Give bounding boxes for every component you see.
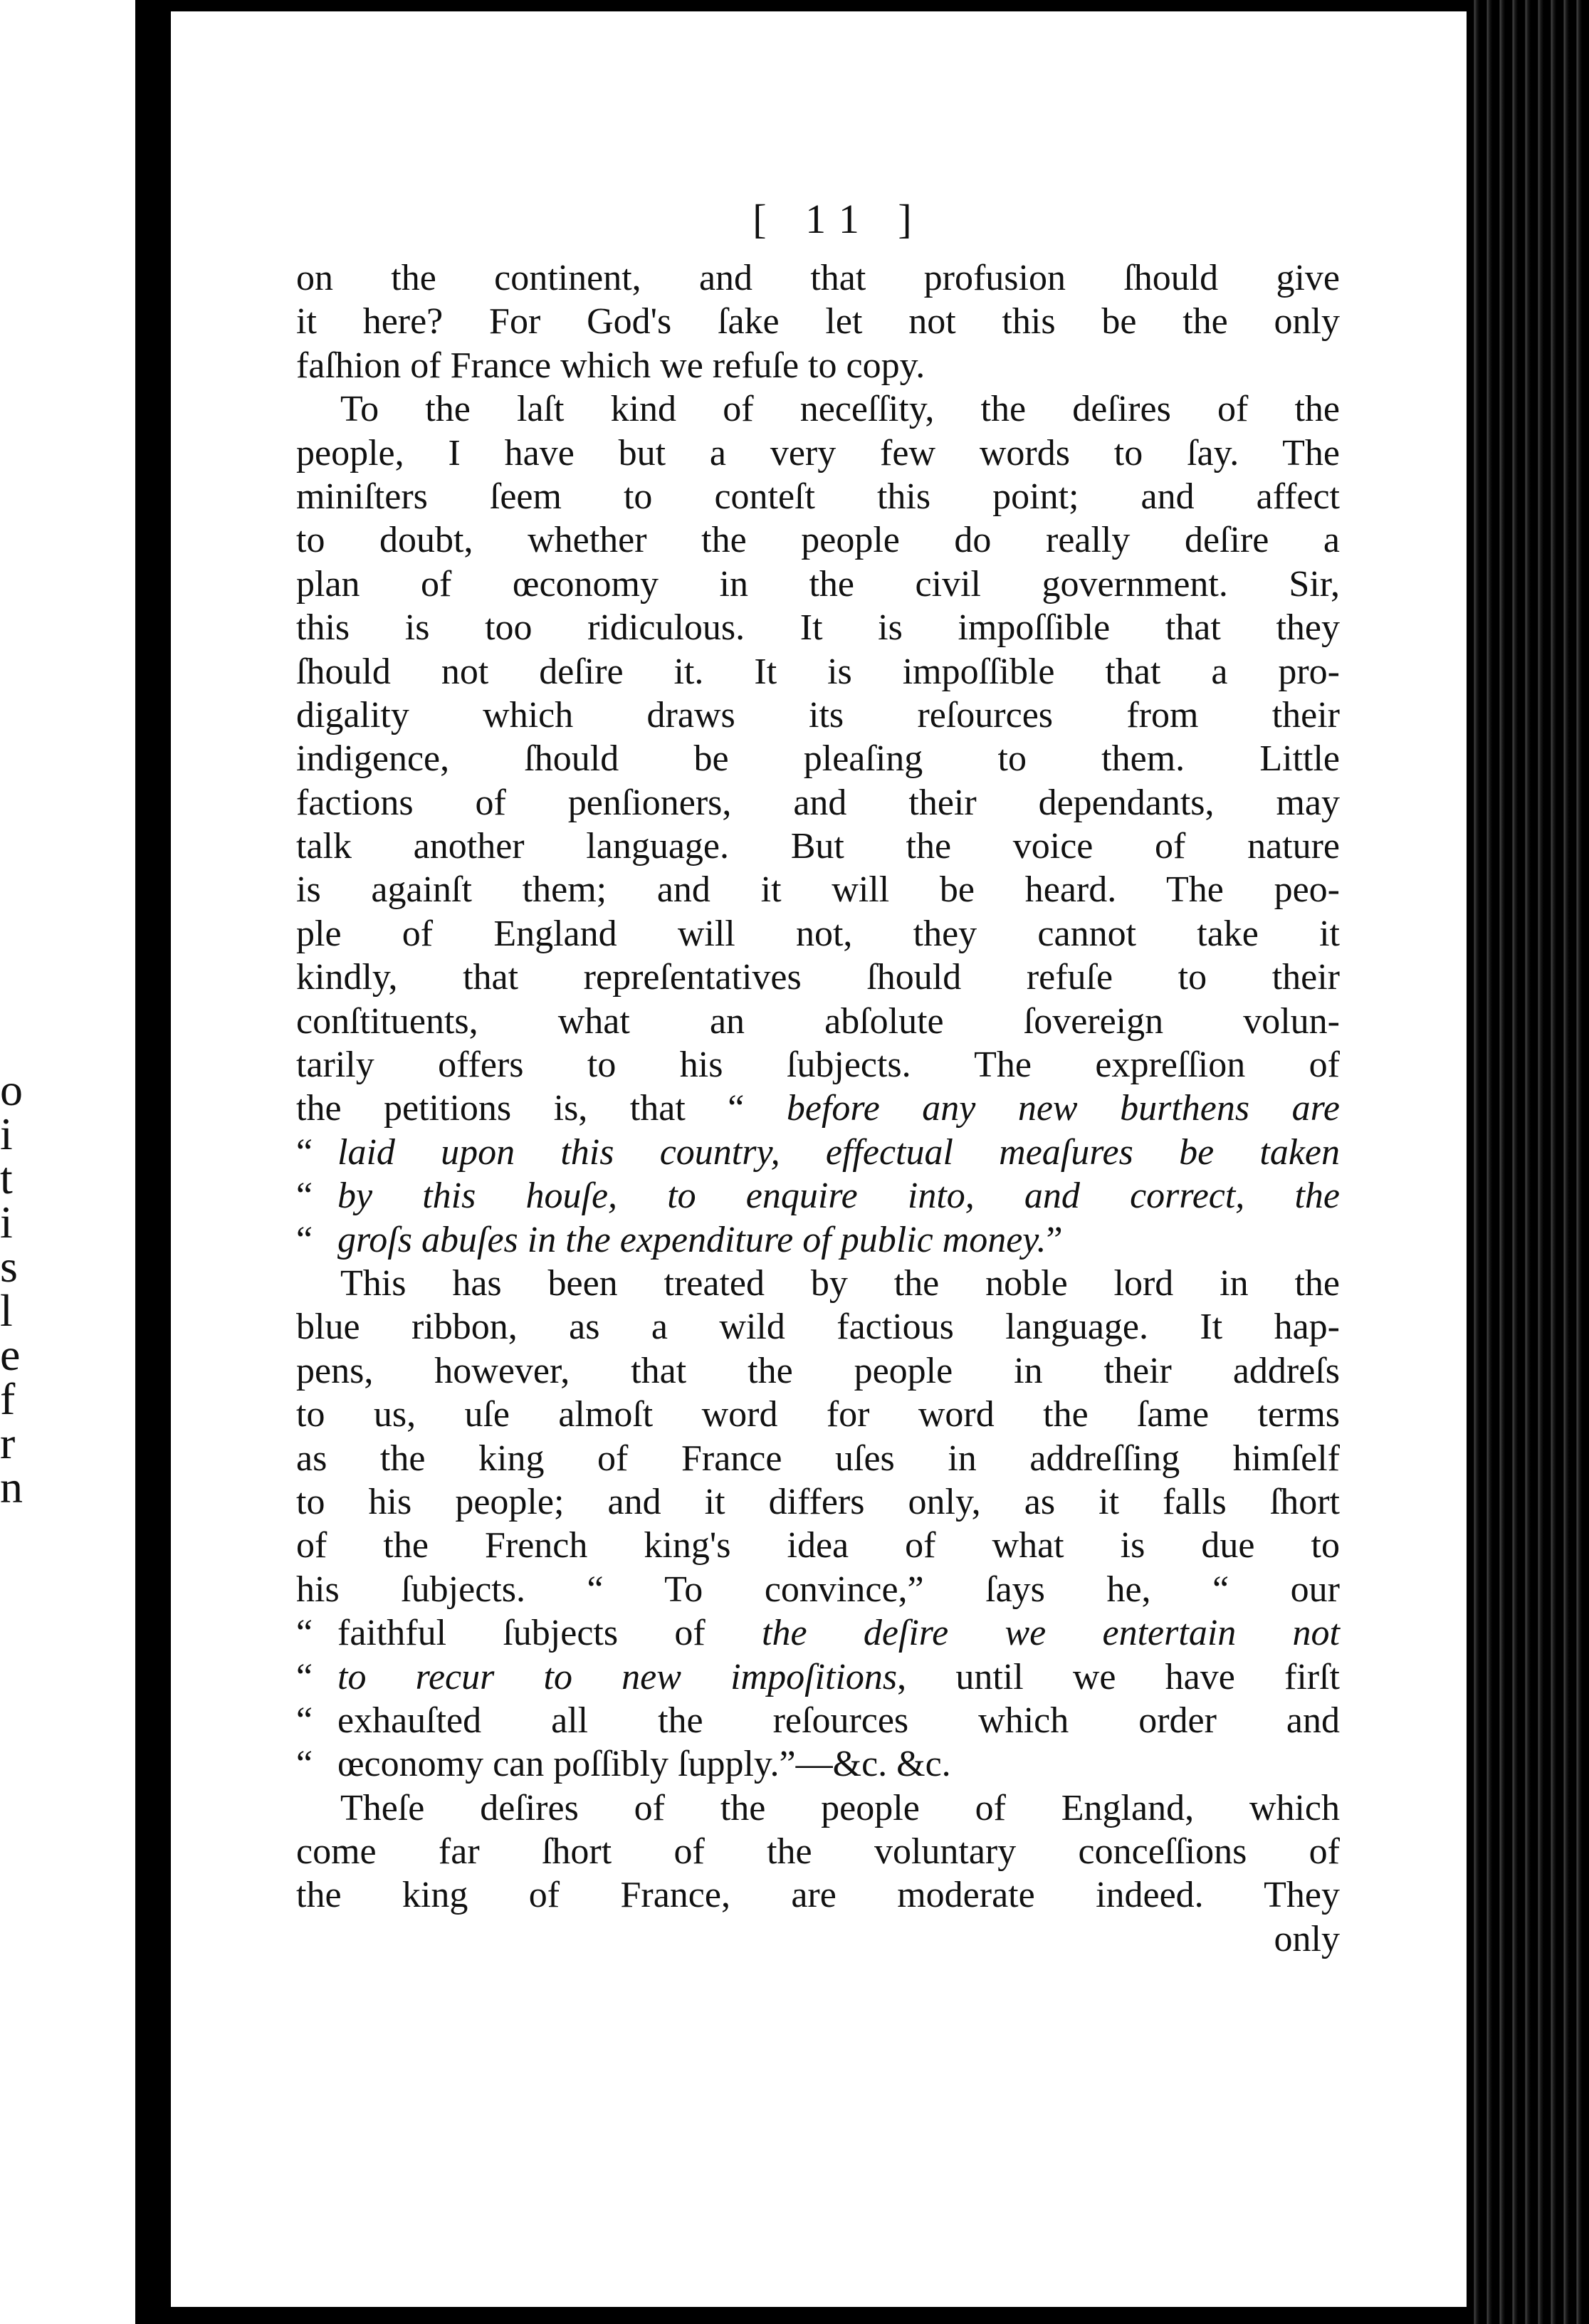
text-line: to us, uſe almoſt word for word the ſame terms [296,1394,1340,1435]
line-part: œconomy can poſſibly ſupply.”—&c. &c. [337,1744,951,1785]
text-line: To the laſt kind of neceſſity, the deſires of the [340,389,1340,430]
quote-mark: “ [296,1656,313,1697]
text-line: conſtituents, what an abſolute ſovereign volun- [296,1000,1340,1042]
text-line: to doubt, whether the people do really deſire a [296,520,1340,561]
italic-quote: the deſire we entertain not [762,1613,1341,1654]
catchword: only [1274,1918,1340,1959]
text-line: people, I have but a very few words to ſay. The [296,432,1340,473]
text-line: miniſters ſeem to conteſt this point; and affect [296,476,1340,517]
text-line: the king of France, are moderate indeed. They [296,1875,1340,1916]
text-line: kindly, that repreſentatives ſhould refuſe to their [296,957,1340,998]
text-line: plan of œconomy in the civil government. Sir, [296,563,1340,604]
quote-line [296,1655,1340,1699]
quote-line [296,1742,1340,1786]
line-part: , until we have firſt [897,1656,1340,1697]
quote-mark: “ [296,1131,313,1173]
text-line: ſhould not deſire it. It is impoſſible that a pro- [296,651,1340,692]
text-line: as the king of France uſes in addreſſing himſelf [296,1438,1340,1479]
quote-mark: “ [296,1613,313,1654]
text-line: his ſubjects. “ To convince,” ſays he, “ our [296,1569,1340,1610]
text-line: blue ribbon, as a wild factious language. It hap- [296,1307,1340,1348]
italic-quote: laid upon this country, effectual meaſures be taken [337,1131,1340,1173]
text-line: pens, however, that the people in their addreſs [296,1350,1340,1391]
line-part: exhauſted all the reſources which order and [337,1700,1340,1741]
line-part: faithful ſubjects of [337,1613,762,1654]
edge-letter: l [0,1285,13,1336]
text-line: on the continent, and that profusion ſhould give [296,258,1340,298]
edge-letter: f [0,1373,16,1424]
edge-letter: i [0,1109,13,1159]
quote-mark: “ [296,1700,313,1741]
text-line [296,1087,1340,1130]
page-number-header: [ 11 ] [752,196,926,242]
edge-letter: o [0,1064,23,1115]
left-page-edge-letters [0,1064,28,1512]
text-line: digality which draws its reſources from their [296,694,1340,736]
quote-line [296,1218,1340,1262]
edge-letter: i [0,1197,13,1247]
quote-line [296,1611,1340,1655]
book-page-stack-edge [1467,0,1589,2324]
quote-mark: “ [296,1219,313,1260]
book-page [171,11,1467,2307]
closing-quote: ” [1046,1219,1063,1260]
text-line: talk another language. But the voice of nature [296,826,1340,867]
line-part: the petitions is, that “ [296,1088,787,1129]
italic-quote: to recur to new impoſitions [337,1656,898,1697]
left-facing-page [0,0,142,2324]
quote-line [296,1699,1340,1742]
text-line: to his people; and it differs only, as it falls ſhort [296,1481,1340,1522]
italic-quote: by this houſe, to enquire into, and correct, the [337,1176,1340,1217]
quote-mark: “ [296,1176,313,1217]
text-line: come far ſhort of the voluntary conceſſions of [296,1831,1340,1873]
italic-quote: groſs abuſes in the expenditure of public money. [337,1219,1047,1260]
text-line: this is too ridiculous. It is impoſſible that they [296,607,1340,649]
edge-letter: e [0,1329,21,1380]
quote-mark: “ [296,1744,313,1785]
quote-line [296,1174,1340,1218]
quote-line [296,1131,1340,1174]
edge-letter: r [0,1418,16,1468]
text-line: factions of penſioners, and their dependants, may [296,782,1340,823]
book-gutter [135,0,172,2324]
text-line: is againſt them; and it will be heard. The peo- [296,869,1340,911]
edge-letter: s [0,1241,18,1292]
page-content [296,182,1340,1961]
italic-quote: before any new burthens are [786,1088,1340,1129]
text-line: tarily offers to his ſubjects. The expreſſion of [296,1045,1340,1086]
text-line: This has been treated by the noble lord in the [340,1262,1340,1304]
text-line: faſhion of France which we refuſe to copy. [296,345,925,386]
text-line: of the French king's idea of what is due to [296,1525,1340,1566]
text-line: it here? For God's ſake let not this be the only [296,301,1340,342]
text-line: ple of England will not, they cannot take it [296,913,1340,954]
text-line: indigence, ſhould be pleaſing to them. Little [296,738,1340,780]
edge-letter: n [0,1462,23,1512]
edge-letter: t [0,1153,13,1203]
text-line: Theſe deſires of the people of England, which [340,1787,1340,1828]
